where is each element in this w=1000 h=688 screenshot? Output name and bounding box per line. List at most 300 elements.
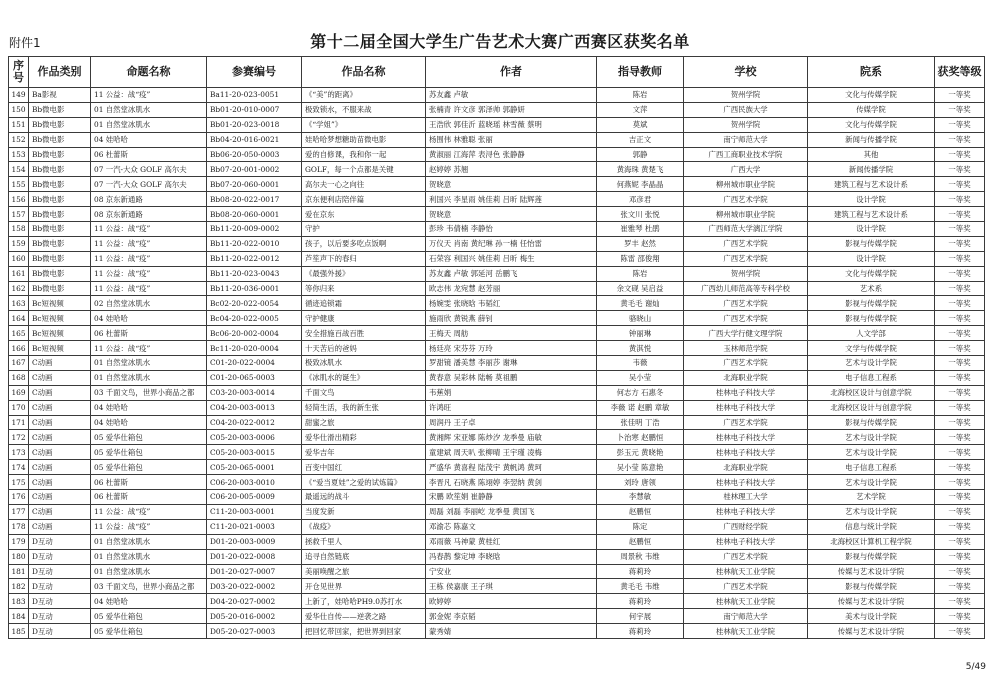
cell-index: 171 <box>9 415 29 430</box>
cell-department: 美术与设计学院 <box>808 609 935 624</box>
cell-advisor: 彭玉元 黄晓艳 <box>597 445 684 460</box>
cell-work-name: 循迹追锁霜 <box>302 296 426 311</box>
cell-award-level: 一等奖 <box>935 460 985 475</box>
table-row <box>9 609 985 624</box>
cell-department: 建筑工程与艺术设计系 <box>808 177 935 192</box>
cell-category: Bc短视频 <box>29 326 91 341</box>
cell-category: C动画 <box>29 460 91 475</box>
cell-award-level: 一等奖 <box>935 579 985 594</box>
cell-department: 传媒与艺术设计学院 <box>808 564 935 579</box>
cell-topic: 01 自然堂冰肌水 <box>91 534 207 549</box>
cell-school: 桂林电子科技大学 <box>684 475 808 490</box>
cell-advisor: 邓彦君 <box>597 192 684 207</box>
cell-authors: 石荣容 利国兴 姚佳莉 吕昕 梅生 <box>426 251 597 266</box>
header-school: 学校 <box>684 57 808 88</box>
cell-entry-number: Bb01-20-023-0018 <box>207 117 302 132</box>
cell-topic: 01 自然堂冰肌水 <box>91 117 207 132</box>
cell-index: 166 <box>9 341 29 356</box>
cell-authors: 王梅天 周舫 <box>426 326 597 341</box>
cell-award-level: 一等奖 <box>935 430 985 445</box>
cell-school: 广西财经学院 <box>684 519 808 534</box>
header-category: 作品类别 <box>29 57 91 88</box>
cell-topic: 07 一汽-大众 GOLF 高尔夫 <box>91 177 207 192</box>
cell-award-level: 一等奖 <box>935 311 985 326</box>
cell-entry-number: D01-20-003-0009 <box>207 534 302 549</box>
cell-topic: 11 公益：战“疫” <box>91 281 207 296</box>
table-header-row <box>9 57 985 88</box>
cell-advisor: 崔雅琴 杜鹃 <box>597 222 684 237</box>
cell-work-name: 极致锁水，不服来战 <box>302 102 426 117</box>
cell-work-name: 孩子，以后要多吃点饭啊 <box>302 236 426 251</box>
cell-school: 广西工商职业技术学院 <box>684 147 808 162</box>
cell-topic: 03 千面文鸟，世界小商品之都 <box>91 385 207 400</box>
cell-entry-number: C11-20-021-0003 <box>207 519 302 534</box>
cell-school: 广西幼儿师范高等专科学校 <box>684 281 808 296</box>
cell-category: Bb微电影 <box>29 281 91 296</box>
cell-topic: 11 公益：战“疫” <box>91 266 207 281</box>
cell-school: 桂林电子科技大学 <box>684 445 808 460</box>
table-row <box>9 147 985 162</box>
cell-school: 桂林航天工业学院 <box>684 594 808 609</box>
table-row <box>9 236 985 251</box>
cell-advisor: 莫斌 <box>597 117 684 132</box>
cell-advisor: 吴小莹 陈意艳 <box>597 460 684 475</box>
cell-entry-number: Bc06-20-002-0004 <box>207 326 302 341</box>
cell-topic: 01 自然堂冰肌水 <box>91 356 207 371</box>
cell-category: C动画 <box>29 490 91 505</box>
cell-index: 183 <box>9 594 29 609</box>
cell-index: 161 <box>9 266 29 281</box>
cell-school: 桂林理工大学 <box>684 490 808 505</box>
table-row <box>9 311 985 326</box>
cell-advisor: 张文川 张悦 <box>597 207 684 222</box>
cell-category: Bb微电影 <box>29 117 91 132</box>
cell-advisor: 蒋莉玲 <box>597 594 684 609</box>
cell-school: 广西民族大学 <box>684 102 808 117</box>
cell-work-name: 最遥远的战斗 <box>302 490 426 505</box>
cell-entry-number: D01-20-027-0007 <box>207 564 302 579</box>
cell-authors: 杨围伟 林雅聪 张丽 <box>426 132 597 147</box>
cell-authors: 欧婷婷 <box>426 594 597 609</box>
cell-advisor: 陈定 <box>597 519 684 534</box>
cell-authors: 苏友鑫 卢敏 郭延河 岳鹏飞 <box>426 266 597 281</box>
cell-entry-number: D05-20-027-0003 <box>207 624 302 639</box>
attachment-label: 附件1 <box>9 36 41 50</box>
cell-advisor: 骆晓山 <box>597 311 684 326</box>
cell-topic: 11 公益：战“疫” <box>91 251 207 266</box>
table-row <box>9 222 985 237</box>
cell-index: 178 <box>9 519 29 534</box>
table-row <box>9 356 985 371</box>
cell-advisor: 吉正文 <box>597 132 684 147</box>
cell-category: Bc短视频 <box>29 341 91 356</box>
cell-department: 影视与传媒学院 <box>808 236 935 251</box>
cell-department: 传媒与艺术设计学院 <box>808 624 935 639</box>
cell-school: 广西艺术学院 <box>684 579 808 594</box>
cell-index: 184 <box>9 609 29 624</box>
cell-index: 169 <box>9 385 29 400</box>
cell-work-name: 安全措施百战百胜 <box>302 326 426 341</box>
cell-entry-number: C06-20-005-0009 <box>207 490 302 505</box>
cell-award-level: 一等奖 <box>935 147 985 162</box>
cell-index: 160 <box>9 251 29 266</box>
cell-school: 贺州学院 <box>684 88 808 103</box>
cell-award-level: 一等奖 <box>935 251 985 266</box>
cell-department: 艺术与设计学院 <box>808 475 935 490</box>
cell-advisor: 郭静 <box>597 147 684 162</box>
cell-entry-number: C05-20-065-0001 <box>207 460 302 475</box>
cell-work-name: 追寻自然链底 <box>302 549 426 564</box>
cell-entry-number: C11-20-003-0001 <box>207 504 302 519</box>
cell-award-level: 一等奖 <box>935 266 985 281</box>
cell-award-level: 一等奖 <box>935 281 985 296</box>
cell-entry-number: Ba11-20-023-0051 <box>207 88 302 103</box>
cell-advisor: 张佳明 丁浩 <box>597 415 684 430</box>
cell-category: C动画 <box>29 475 91 490</box>
cell-award-level: 一等奖 <box>935 415 985 430</box>
table-row <box>9 415 985 430</box>
cell-category: C动画 <box>29 430 91 445</box>
cell-topic: 06 杜蕾斯 <box>91 490 207 505</box>
cell-advisor: 黄淇悦 <box>597 341 684 356</box>
table-row <box>9 594 985 609</box>
table-row <box>9 400 985 415</box>
header-department: 院系 <box>808 57 935 88</box>
table-row <box>9 624 985 639</box>
cell-topic: 02 自然堂冰肌水 <box>91 296 207 311</box>
cell-department: 影视与传媒学院 <box>808 415 935 430</box>
cell-award-level: 一等奖 <box>935 132 985 147</box>
cell-work-name: 守护 <box>302 222 426 237</box>
cell-authors: 赵婷婷 苏翘 <box>426 162 597 177</box>
cell-department: 北海校区设计与创意学院 <box>808 385 935 400</box>
cell-category: Bb微电影 <box>29 192 91 207</box>
cell-index: 173 <box>9 445 29 460</box>
cell-advisor: 何宇展 <box>597 609 684 624</box>
cell-department: 艺术系 <box>808 281 935 296</box>
cell-index: 176 <box>9 490 29 505</box>
cell-award-level: 一等奖 <box>935 117 985 132</box>
cell-category: C动画 <box>29 370 91 385</box>
cell-entry-number: C01-20-022-0004 <box>207 356 302 371</box>
cell-school: 广西艺术学院 <box>684 415 808 430</box>
table-row <box>9 534 985 549</box>
cell-index: 149 <box>9 88 29 103</box>
cell-index: 162 <box>9 281 29 296</box>
cell-advisor: 刘玲 唐领 <box>597 475 684 490</box>
cell-work-name: 拯救千里人 <box>302 534 426 549</box>
table-row <box>9 88 985 103</box>
cell-work-name: 爱在京东 <box>302 207 426 222</box>
cell-department: 文化与传媒学院 <box>808 88 935 103</box>
table-row <box>9 326 985 341</box>
cell-category: Bb微电影 <box>29 177 91 192</box>
cell-category: Bb微电影 <box>29 147 91 162</box>
cell-advisor: 赵鹏恒 <box>597 534 684 549</box>
cell-work-name: 爱华仕滑出精彩 <box>302 430 426 445</box>
cell-topic: 04 娃哈哈 <box>91 415 207 430</box>
cell-entry-number: Bc02-20-022-0054 <box>207 296 302 311</box>
cell-work-name: 百变中国红 <box>302 460 426 475</box>
cell-index: 167 <box>9 356 29 371</box>
cell-entry-number: C06-20-003-0010 <box>207 475 302 490</box>
cell-work-name: 《冰肌水的诞生》 <box>302 370 426 385</box>
cell-authors: 冯春鹊 黎定坤 李晓晗 <box>426 549 597 564</box>
cell-advisor: 蒋莉玲 <box>597 624 684 639</box>
cell-entry-number: C05-20-003-0015 <box>207 445 302 460</box>
table-row <box>9 207 985 222</box>
cell-work-name: 千面文鸟 <box>302 385 426 400</box>
cell-advisor: 吴小莹 <box>597 370 684 385</box>
cell-index: 177 <box>9 504 29 519</box>
cell-advisor: 何志方 石惠冬 <box>597 385 684 400</box>
cell-department: 艺术与设计学院 <box>808 504 935 519</box>
cell-school: 桂林航天工业学院 <box>684 564 808 579</box>
cell-department: 新闻与传播学院 <box>808 132 935 147</box>
cell-topic: 01 自然堂冰肌水 <box>91 102 207 117</box>
cell-school: 桂林电子科技大学 <box>684 504 808 519</box>
cell-work-name: 开仓见世界 <box>302 579 426 594</box>
cell-work-name: GOLF，每一个点都是关键 <box>302 162 426 177</box>
award-table <box>8 56 985 639</box>
cell-authors: 邓雨薇 马神蒙 黄桂红 <box>426 534 597 549</box>
cell-award-level: 一等奖 <box>935 370 985 385</box>
table-row <box>9 564 985 579</box>
cell-entry-number: C04-20-022-0012 <box>207 415 302 430</box>
cell-index: 165 <box>9 326 29 341</box>
cell-department: 传媒与艺术设计学院 <box>808 594 935 609</box>
cell-category: C动画 <box>29 519 91 534</box>
cell-department: 文化与传媒学院 <box>808 266 935 281</box>
cell-index: 153 <box>9 147 29 162</box>
cell-award-level: 一等奖 <box>935 192 985 207</box>
cell-department: 影视与传媒学院 <box>808 296 935 311</box>
cell-index: 182 <box>9 579 29 594</box>
cell-topic: 04 娃哈哈 <box>91 594 207 609</box>
cell-department: 艺术与设计学院 <box>808 445 935 460</box>
table-body <box>9 88 985 639</box>
cell-authors: 贺晓意 <box>426 207 597 222</box>
table-row <box>9 117 985 132</box>
cell-advisor: 蒋莉玲 <box>597 564 684 579</box>
cell-authors: 利国兴 李星雨 姚佳莉 吕昕 陆辉莲 <box>426 192 597 207</box>
cell-work-name: 把回忆带回家，把世界到回家 <box>302 624 426 639</box>
cell-advisor: 陈雷 邵俊翔 <box>597 251 684 266</box>
cell-authors: 周磊 刘磊 李丽屹 龙季曼 黄国飞 <box>426 504 597 519</box>
cell-award-level: 一等奖 <box>935 385 985 400</box>
cell-work-name: 等你归来 <box>302 281 426 296</box>
cell-work-name: 轻简生活，我的新生张 <box>302 400 426 415</box>
cell-work-name: 爱华吉年 <box>302 445 426 460</box>
table-row <box>9 251 985 266</box>
cell-advisor: 黄毛毛 韦维 <box>597 579 684 594</box>
cell-topic: 11 公益：战“疫” <box>91 236 207 251</box>
cell-school: 广西艺术学院 <box>684 549 808 564</box>
cell-authors: 许鸿旺 <box>426 400 597 415</box>
cell-authors: 欧志伟 龙宛慧 赵芳丽 <box>426 281 597 296</box>
cell-authors: 张楠青 许文彦 郭泽帅 郭静妍 <box>426 102 597 117</box>
cell-award-level: 一等奖 <box>935 445 985 460</box>
cell-department: 影视与传媒学院 <box>808 311 935 326</box>
header-authors: 作者 <box>426 57 597 88</box>
table-row <box>9 490 985 505</box>
cell-topic: 11 公益：战“疫” <box>91 519 207 534</box>
cell-work-name: 十天苦后的爸妈 <box>302 341 426 356</box>
cell-school: 广西艺术学院 <box>684 192 808 207</box>
cell-index: 180 <box>9 549 29 564</box>
cell-award-level: 一等奖 <box>935 624 985 639</box>
cell-index: 150 <box>9 102 29 117</box>
cell-topic: 05 爱华仕箱包 <box>91 430 207 445</box>
cell-school: 南宁师范大学 <box>684 132 808 147</box>
cell-department: 影视与传媒学院 <box>808 579 935 594</box>
cell-department: 北海校区计算机工程学院 <box>808 534 935 549</box>
cell-work-name: 守护健康 <box>302 311 426 326</box>
table-row <box>9 430 985 445</box>
cell-category: D互动 <box>29 624 91 639</box>
cell-department: 新闻传播学院 <box>808 162 935 177</box>
table-row <box>9 296 985 311</box>
cell-award-level: 一等奖 <box>935 549 985 564</box>
cell-entry-number: Bb08-20-060-0001 <box>207 207 302 222</box>
cell-authors: 韦蕉娟 <box>426 385 597 400</box>
cell-category: Bb微电影 <box>29 102 91 117</box>
cell-school: 北海职业学院 <box>684 460 808 475</box>
table-row <box>9 132 985 147</box>
cell-category: Bb微电影 <box>29 236 91 251</box>
cell-index: 152 <box>9 132 29 147</box>
cell-school: 广西艺术学院 <box>684 311 808 326</box>
cell-award-level: 一等奖 <box>935 326 985 341</box>
cell-advisor: 黄海珠 黄楚飞 <box>597 162 684 177</box>
cell-topic: 07 一汽-大众 GOLF 高尔夫 <box>91 162 207 177</box>
cell-authors: 王浩欣 郭佳沂 蓝晓瑶 林雪薇 蔡明 <box>426 117 597 132</box>
cell-category: C动画 <box>29 385 91 400</box>
header-award-level: 获奖等级 <box>935 57 985 88</box>
cell-category: Bb微电影 <box>29 162 91 177</box>
cell-school: 广西艺术学院 <box>684 296 808 311</box>
cell-award-level: 一等奖 <box>935 519 985 534</box>
cell-work-name: 京东便利店陪伴篇 <box>302 192 426 207</box>
cell-category: Bb微电影 <box>29 132 91 147</box>
cell-work-name: 《战疫》 <box>302 519 426 534</box>
cell-authors: 杨婉雯 张晓晗 韦韬红 <box>426 296 597 311</box>
cell-entry-number: Bc11-20-020-0004 <box>207 341 302 356</box>
cell-work-name: 《“爱当夏娃”之爱的试炼篇》 <box>302 475 426 490</box>
cell-authors: 李晋凡 石晓燕 陈翊婷 李翌纳 黄剑 <box>426 475 597 490</box>
cell-index: 164 <box>9 311 29 326</box>
cell-category: D互动 <box>29 549 91 564</box>
cell-entry-number: D01-20-022-0008 <box>207 549 302 564</box>
cell-topic: 03 千面文鸟，世界小商品之都 <box>91 579 207 594</box>
cell-entry-number: Bb11-20-022-0012 <box>207 251 302 266</box>
cell-work-name: 《“学姐”》 <box>302 117 426 132</box>
cell-award-level: 一等奖 <box>935 177 985 192</box>
cell-topic: 01 自然堂冰肌水 <box>91 370 207 385</box>
table-row <box>9 102 985 117</box>
cell-topic: 05 爱华仕箱包 <box>91 624 207 639</box>
cell-index: 154 <box>9 162 29 177</box>
cell-department: 电子信息工程系 <box>808 370 935 385</box>
cell-award-level: 一等奖 <box>935 475 985 490</box>
cell-index: 185 <box>9 624 29 639</box>
cell-category: C动画 <box>29 445 91 460</box>
cell-award-level: 一等奖 <box>935 594 985 609</box>
table-row <box>9 475 985 490</box>
cell-work-name: 极致冰肌水 <box>302 356 426 371</box>
table-row <box>9 177 985 192</box>
cell-category: Bb微电影 <box>29 207 91 222</box>
table-row <box>9 519 985 534</box>
cell-index: 174 <box>9 460 29 475</box>
cell-department: 其他 <box>808 147 935 162</box>
cell-award-level: 一等奖 <box>935 490 985 505</box>
cell-category: Ba影视 <box>29 88 91 103</box>
cell-category: D互动 <box>29 609 91 624</box>
cell-topic: 11 公益：战“疫” <box>91 504 207 519</box>
cell-authors: 严盛华 黄喜程 陆茂宇 黄帆鸿 黄珂 <box>426 460 597 475</box>
cell-authors: 贺晓意 <box>426 177 597 192</box>
cell-school: 广西大学行健文理学院 <box>684 326 808 341</box>
table-row <box>9 192 985 207</box>
cell-school: 玉林师范学院 <box>684 341 808 356</box>
cell-entry-number: D04-20-027-0002 <box>207 594 302 609</box>
cell-authors: 周润丹 王子卓 <box>426 415 597 430</box>
cell-work-name: 芦笙声下的春归 <box>302 251 426 266</box>
cell-authors: 黄湘辉 宋亚娜 陈炒汐 龙季曼 庙敏 <box>426 430 597 445</box>
cell-advisor: 李薇 诺 赵鹏 章敏 <box>597 400 684 415</box>
header-topic: 命题名称 <box>91 57 207 88</box>
cell-work-name: 上新了，娃哈哈PH9.0苏打水 <box>302 594 426 609</box>
cell-department: 信息与统计学院 <box>808 519 935 534</box>
cell-entry-number: Bb04-20-016-0021 <box>207 132 302 147</box>
cell-work-name: 《最强外援》 <box>302 266 426 281</box>
cell-authors: 施雨欣 黄锐燕 薛钊 <box>426 311 597 326</box>
cell-entry-number: Bb07-20-060-0001 <box>207 177 302 192</box>
table-row <box>9 460 985 475</box>
header-advisor: 指导教师 <box>597 57 684 88</box>
cell-advisor: 余文砚 吴启益 <box>597 281 684 296</box>
cell-index: 159 <box>9 236 29 251</box>
cell-work-name: 当度发新 <box>302 504 426 519</box>
cell-school: 广西艺术学院 <box>684 236 808 251</box>
cell-category: D互动 <box>29 534 91 549</box>
cell-index: 156 <box>9 192 29 207</box>
cell-award-level: 一等奖 <box>935 609 985 624</box>
table-row <box>9 385 985 400</box>
cell-topic: 05 爱华仕箱包 <box>91 460 207 475</box>
cell-school: 桂林电子科技大学 <box>684 534 808 549</box>
cell-school: 桂林电子科技大学 <box>684 400 808 415</box>
cell-topic: 11 公益：战“疫” <box>91 222 207 237</box>
cell-authors: 宋鹏 欧笙娟 崔静静 <box>426 490 597 505</box>
cell-entry-number: Bb11-20-036-0001 <box>207 281 302 296</box>
cell-topic: 08 京东新通路 <box>91 192 207 207</box>
table-row <box>9 162 985 177</box>
cell-index: 175 <box>9 475 29 490</box>
cell-category: C动画 <box>29 400 91 415</box>
cell-school: 桂林电子科技大学 <box>684 430 808 445</box>
cell-topic: 11 公益：战“疫” <box>91 88 207 103</box>
cell-index: 157 <box>9 207 29 222</box>
cell-department: 影视与传媒学院 <box>808 549 935 564</box>
cell-work-name: 甜蜜之旅 <box>302 415 426 430</box>
cell-award-level: 一等奖 <box>935 564 985 579</box>
cell-advisor: 钟丽琳 <box>597 326 684 341</box>
cell-award-level: 一等奖 <box>935 341 985 356</box>
cell-entry-number: D05-20-016-0002 <box>207 609 302 624</box>
table-row <box>9 445 985 460</box>
